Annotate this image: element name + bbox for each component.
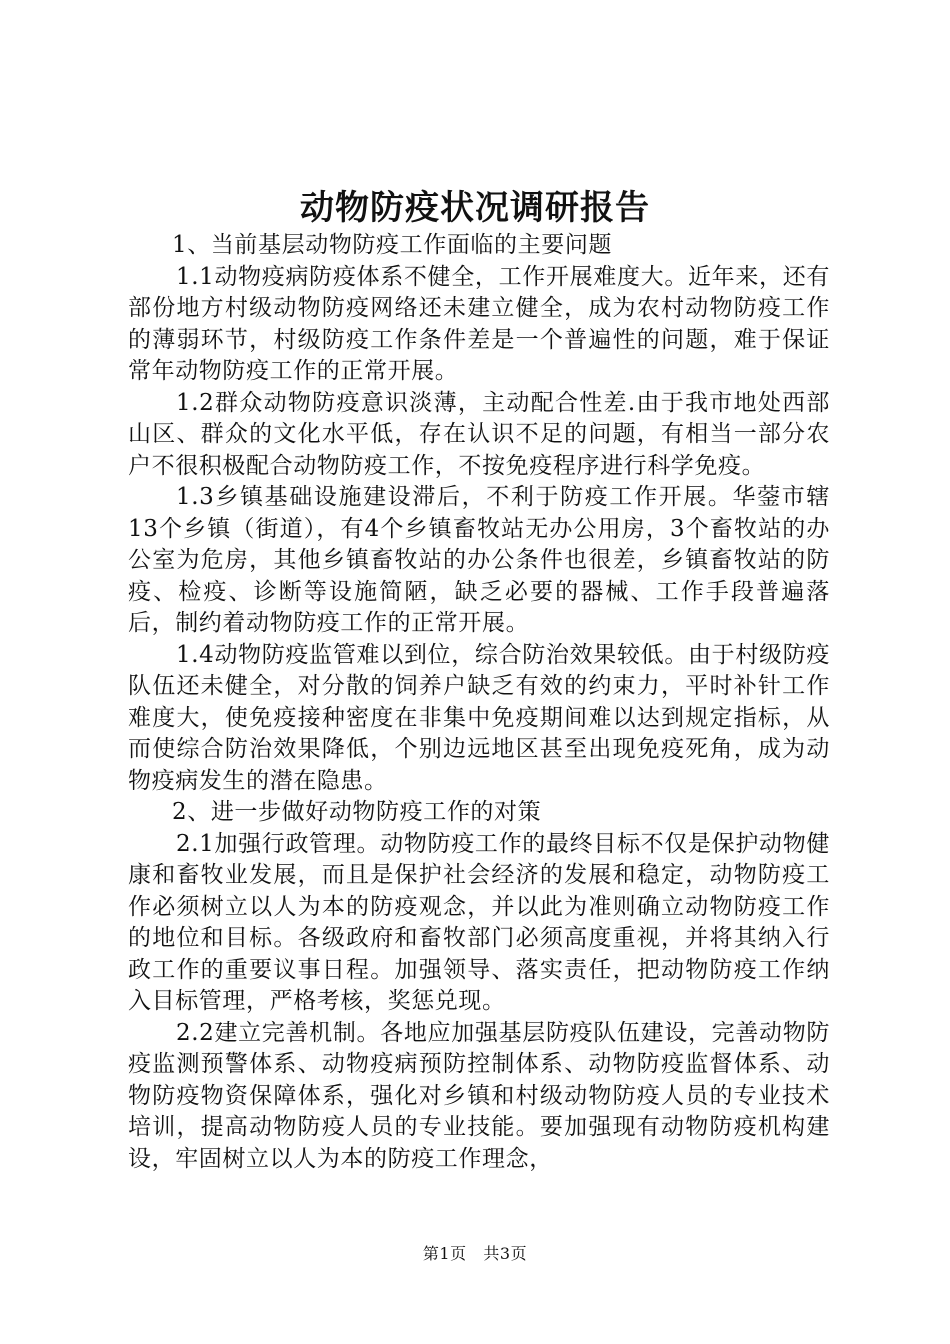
page-footer (0, 1243, 950, 1265)
paragraph-1-1: 1.1动物疫病防疫体系不健全，工作开展难度大。近年来，还有部份地方村级动物防疫网络还未建立健全，成为农村动物防疫工作的薄弱环节，村级防疫工作条件差是一个普遍性的问题，难于保证常年动物防疫工作的正常开展。 (128, 263, 830, 384)
document-title: 动物防疫状况调研报告 (300, 188, 650, 228)
paragraph-2-2: 2.2建立完善机制。各地应加强基层防疫队伍建设，完善动物防疫监测预警体系、动物疫病预防控制体系、动物防疫监督体系、动物防疫物资保障体系，强化对乡镇和村级动物防疫人员的专业技术培训，提高动物防疫人员的专业技能。要加强现有动物防疫机构建设，牢固树立以人为本的防疫工作理念， (128, 1019, 830, 1172)
section-heading-1: 1、当前基层动物防疫工作面临的主要问题 (172, 232, 613, 258)
footer-separator (472, 1244, 478, 1263)
paragraph-2-1: 2.1加强行政管理。动物防疫工作的最终目标不仅是保护动物健康和畜牧业发展，而且是保护社会经济的发展和稳定，动物防疫工作必须树立以人为本的防疫观念，并以此为准则确立动物防疫工作的地位和目标。各级政府和畜牧部门必须高度重视，并将其纳入行政工作的重要议事日程。加强领导、落实责任，把动物防疫工作纳入目标管理，严格考核，奖惩兑现。 (128, 830, 830, 1014)
page-number: 第1页 (422, 1244, 467, 1263)
total-pages: 共3页 (483, 1244, 528, 1263)
paragraph-1-4: 1.4动物防疫监管难以到位，综合防治效果较低。由于村级防疫队伍还未健全，对分散的饲养户缺乏有效的约束力，平时补针工作难度大，使免疫接种密度在非集中免疫期间难以达到规定指标，从而使综合防治效果降低，个别边远地区甚至出现免疫死角，成为动物疫病发生的潜在隐患。 (128, 641, 830, 794)
paragraph-1-3: 1.3乡镇基础设施建设滞后，不利于防疫工作开展。华蓥市辖13个乡镇（街道），有4个乡镇畜牧站无办公用房，3个畜牧站的办公室为危房，其他乡镇畜牧站的办公条件也很差，乡镇畜牧站的防疫、检疫、诊断等设施简陋，缺乏必要的器械、工作手段普遍落后，制约着动物防疫工作的正常开展。 (128, 484, 830, 636)
section-heading-2: 2、进一步做好动物防疫工作的对策 (172, 799, 542, 825)
document-body (128, 230, 830, 1175)
paragraph-1-2: 1.2群众动物防疫意识淡薄，主动配合性差.由于我市地处西部山区、群众的文化水平低，存在认识不足的问题，有相当一部分农户不很积极配合动物防疫工作，不按免疫程序进行科学免疫。 (128, 389, 830, 479)
